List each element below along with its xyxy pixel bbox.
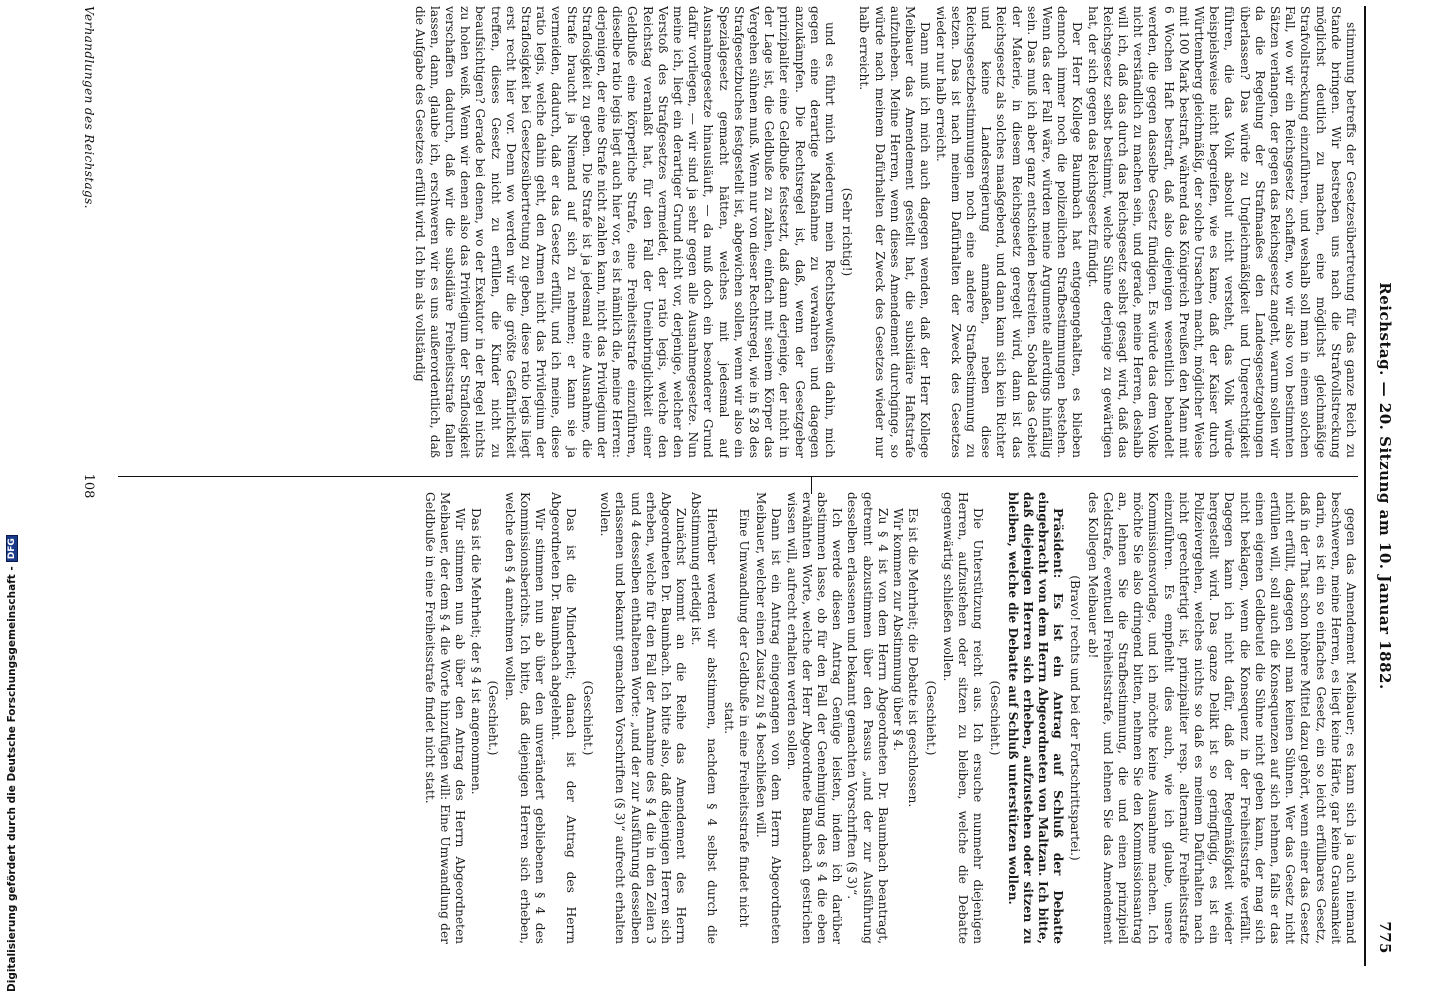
- footer-source: Verhandlungen des Reichstags.: [82, 6, 96, 209]
- right-paragraph: Die Unterstützung reicht aus. Ich ersuche nunmehr diejenigen Herren, aufzustehen oder sitzen zu bleiben, welche die Debatte gegenwärtig schließen wollen.: [940, 492, 986, 944]
- header-page-number: 775: [1376, 921, 1394, 954]
- header-title: Reichstag. — 20. Sitzung am 10. Januar 1882.: [1376, 282, 1394, 690]
- left-paragraph: Dann muß ich mich auch dagegen wenden, daß der Herr Kollege Meibauer das Amendement gestellt hat, die subsidiäre Haftstrafe aufzuheben. Meine Herren, wenn dieses Amendement durchginge, so würde nach meinem Dafürhalten der Zweck des Gesetzes wieder nur halb erreicht.: [857, 6, 933, 458]
- credit-text: Digitalisierung gefördert durch die Deutsche Forschungsgemeinschaft -: [6, 566, 18, 992]
- left-paragraph: Der Herr Kollege Baumbach hat entgegengehalten, es blieben dennoch immer noch die polizeilichen Strafbestimmungen bestehen. Wenn das der Fall wäre, würden meine Argumente allerdings hinfällig sein. Das muß ich aber ganz entschieden bestreiten. Sobald das Gebiet der Materie, in diesem Reichsgesetz geregelt wird, dann ist das Reichsgesetz als solches maaßgebend, und dann kann sich kein Richter und keine Landesregierung anmaßen, neben diese Reichsgesetzbestimmungen noch eine andere Strafbestimmung zu setzen. Das ist nach meinem Dafürhalten der Zweck des Gesetzes wieder nur halb erreicht.: [933, 6, 1085, 458]
- right-paragraph: Ich werde diesen Antrag Genüge leisten, indem ich darüber abstimmen lasse, ob für den Fall der Genehmigung des § 4 die eben erwähnten Worte, welche der Herr Abgeordnete Baumbach gestrichen wissen will, aufrecht erhalten werden sollen.: [784, 492, 845, 944]
- digitization-credit: [6, 535, 18, 992]
- column-divider: [118, 476, 1358, 477]
- right-paragraph: Das ist die Mehrheit; der § 4 ist angenommen.: [468, 508, 483, 795]
- interjection: (Sehr richtig!): [840, 187, 855, 277]
- president-statement: Präsident: Es ist ein Antrag auf Schluß der Debatte eingebracht von dem Herrn Abgeordneten von Maltzan. Ich bitte, daß diejenigen Herren sich erheben, aufzustehen oder sitzen zu bleiben, welche die Debatte auf Schluß unterstützen wollen.: [1005, 492, 1066, 944]
- rotated-page-content: [52, 6, 1402, 966]
- right-paragraph: Zunächst kommt an die Reihe das Amendement des Herrn Abgeordneten Dr. Baumbach. Ich bitte also, daß diejenigen Herren sich erheben, welche für den Fall der Annahme des § 4 die in den Zeilen 3 und 4 desselben enthaltenen Worte: „und der zur Ausführung desselben erlassenen und bekannt gemachten Vorschriften (§ 3)“ aufrecht erhalten wollen.: [598, 492, 689, 944]
- right-paragraph: Wir kommen zur Abstimmung über § 4.: [891, 508, 906, 751]
- header-rule: [1364, 6, 1366, 966]
- page-header: [1364, 6, 1402, 966]
- right-paragraph: Wir stimmen nun ab über den Antrag des Herrn Abgeordneten Meibauer, der dem § 4 die Worte hinzufügen will: Eine Umwandlung der Geldbuße in eine Freiheitsstrafe findet nicht statt.: [423, 492, 468, 944]
- interjection: (Geschieht.): [485, 680, 500, 756]
- left-column: [118, 6, 1358, 458]
- interjection: (Geschieht.): [988, 680, 1003, 756]
- right-paragraph: gegen das Amendement Meibauer; es kann sich ja auch niemand beschweren, meine Herren, es liegt keine Härte, gar keine Grausamkeit darin, es ist ein so einfaches Gesetz, ein so leicht erfüllbares Gesetz, daß in der That schon höhere Mittel dazu gehört, wenn einer das Gesetz nicht erfüllt, dagegen soll man keinen Sühnen. Wer das Gesetz nicht erfüllen will, soll auch die Konsequenzen auf sich nehmen, falls er das einen eigenen Geldbeutel die Sühne nicht geben kann, der mag sich nicht beklagen, wenn die Konsequenz in der Freiheitsstrafe verfällt. Dagegen kann ich nicht dafür, daß der Regelmäßigkeit wieder hergestellt wird. Das ganze Delikt ist so geringfügig, es ist ein Polizeivergehen, welches nichts so daß es meinem Dafürhalten nach nicht gerechtfertigt ist, prinzipaliter resp. alternativ Freiheitsstrafe einzuführen. Es empfiehlt dies auch, wie ich glaube, unsere Kommissionsvorlage, und ich möchte keine Ausnahme machen. Ich möchte Sie also dringend bitten, nehmen Sie den Kommissionsantrag an, lehnen Sie die Strafbestimmung, die und einen prinzipiell Geldstrafe, eventuell Freiheitsstrafe, und lehnen Sie das Amendement des Kollegen Meibauer ab!: [1085, 492, 1358, 944]
- left-paragraph: und es führt mich wiederum mein Rechtsbewußtsein dahin, mich gegen eine derartige Maßnahme zu verwahren und dagegen anzukämpfen. Die Rechtsregel ist, daß, wenn der Gesetzgeber prinzipaliter eine Geldbuße festsetzt, daß dann derjenige, der nicht in der Lage ist, die Geldbuße zu zahlen, einfach mit seinem Körper das Vergehen sühnen muß. Wenn nur von dieser Rechtsregel, wie in § 28 des Strafgesetzbuches festgestellt ist, abgewichen sollen, wenn wir also ein Spezialgesetz gemacht hätten, welches mit jedesmal auf Ausnahmegesetze hinausläuft, — da muß doch ein besonderer Grund dafür vorliegen, — wir sind ja sehr gegen alle Ausnahmegesetze. Nun meine ich, liegt ein derartiger Grund nicht vor, derjenige, welcher den Verstoß des Strafgesetzes vermeidet, der ratio legis, welche den Reichstag veranlaßt hat, für den Fall der Uneinbringlichkeit einer Geldbuße eine körperliche Strafe, eine Freiheitsstrafe einzuführen, dieselbe ratio legis liegt auch hier vor, es ist nämlich die, meine Herren: derjenigen, der eine Strafe nicht zahlen kann, nicht das Privilegium der Straflosigkeit zu geben. Die Strafe ist ja jedesmal eine Ausnahme, die Strafe braucht ja Niemand auf sich zu nehmen; er kann sie ja vermeiden, dadurch, daß er das Gesetz erfüllt, und ich meine, diese ratio legis, welche dahin geht, den Armen nicht das Privilegium der Straflosigkeit bei Gesetzesübertretung zu geben, diese ratio legis liegt erst recht hier vor. Denn wo werden wir die größte Gefährlichkeit treffen, dieses Gesetz nicht zu erfüllen, die Kinder nicht zu beaufsichtigen? Gerade bei denen, wo der Exekutor in der Regel nichts zu holen weiß. Wenn wir denen also das Privilegium der Straflosigkeit verschaffen dadurch, daß wir die subsidiäre Freiheitsstrafe fallen lassen, dann, glaube ich, erschweren wir es uns außerordentlich, daß die Aufgabe des Gesetzes erfüllt wird. Ich bin als vollständig: [412, 6, 838, 458]
- right-paragraph: Wir stimmen nun ab über den unverändert gebliebenen § 4 des Kommissionsberichts. Ich bitte, daß diejenigen Herren sich erheben, welche den § 4 annehmen wollen.: [503, 492, 548, 944]
- quoted-amendment: Eine Umwandlung der Geldbuße in eine Freiheitsstrafe findet nicht statt.: [721, 508, 752, 928]
- dfg-logo: DFG: [6, 535, 18, 562]
- right-paragraph: Dann ist ein Antrag eingegangen von dem Herrn Abgeordneten Meibauer, welcher einen Zusatz zu § 4 beschließen will.: [754, 492, 784, 944]
- right-paragraph: Zu § 4 ist von dem Herrn Abgeordneten Dr. Baumbach beantragt, getrennt abzustimmen über den Passus „und der zur Ausführung desselben erlassenen und bekannt gemachten Vorschriften (§ 3)“.: [845, 492, 890, 944]
- right-paragraph: Hierüber werden wir abstimmen, nachdem § 4 selbst durch die Abstimmung erledigt ist.: [689, 492, 719, 944]
- interjection: (Geschieht.): [923, 680, 938, 756]
- interjection: (Geschieht.): [581, 680, 596, 756]
- right-paragraph: Das ist die Minderheit; danach ist der Antrag des Herrn Abgeordneten Dr. Baumbach abgelehnt.: [548, 492, 578, 944]
- footer-page-number: 108: [81, 473, 96, 499]
- left-paragraph: stimmung betreffs der Gesetzesübertretung für das ganze Reich zu Stande bringen. Wir bestreben uns nach die Strafvollstreckung möglichst deutlich zu machen, eine möglichst gleichmäßige Strafvollstreckung einzuführen, und weshalb soll man in einem solchen Fall, wo wir ein Reichsgesetz schaffen, wo wir also von bestimmten Sätzen verlangen, der gegen das Reichsgesetz angeht, warum sollen wir da die Regelung der Strafmaaßes den Landesgesetzgebungen überlassen? Das würde zu Ungleichmäßigkeit und Ungerechtigkeit führen, die das Volk absolut nicht versteht, das Volk würde beispielsweise nicht begreifen, wie es kame, daß der Kaiser durch Württemberg gleichmäßig, der solche Ursachen macht, möglicher Weise mit 100 Mark bestraft, während das Königreich Preußen den Mann mit 6 Wochen Haft bestraft, daß also diejenigen wesentlich behandelt werden, die gegen dasselbe Gesetz fündigen. Es würde das dem Volke nicht verständlich zu machen sein, und gerade, meine Herren, deshalb will ich, daß das durch das Reichsgesetz selbst gesagt wird, daß das Reichsgesetz selbst bestimmt, welche Sühne derjenige zu gewärtigen hat, der sich gegen das Reichsgesetz fündigt.: [1085, 6, 1358, 458]
- interjection: (Bravo! rechts und bei der Fortschrittspartei.): [1068, 575, 1083, 861]
- right-paragraph: Es ist die Mehrheit; die Debatte ist geschlossen.: [906, 508, 921, 808]
- right-column: [118, 492, 1358, 944]
